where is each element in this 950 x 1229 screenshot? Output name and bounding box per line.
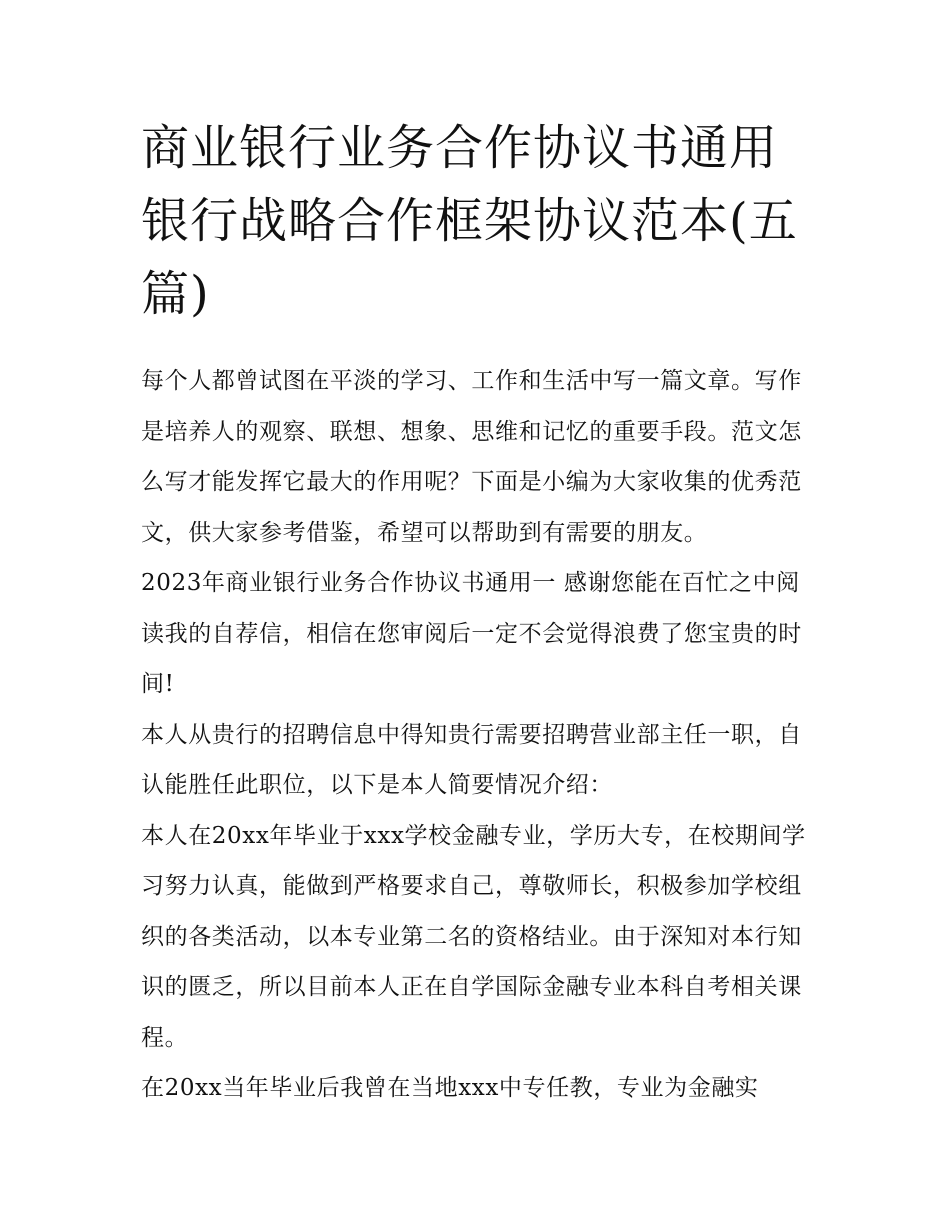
paragraph-education: 本人在20xx年毕业于xxx学校金融专业，学历大专，在校期间学习努力认真，能做到严格要求自己，尊敬师长，积极参加学校组织的各类活动，以本专业第二名的资格结业。由于深知对本行知识的匮乏，所以目前本人正在自学国际金融专业本科自考相关课程。 <box>141 822 806 1051</box>
paragraph-intro: 每个人都曾试图在平淡的学习、工作和生活中写一篇文章。写作是培养人的观察、联想、想象、思维和记忆的重要手段。范文怎么写才能发挥它最大的作用呢？下面是小编为大家收集的优秀范文，供大家参考借鉴，希望可以帮助到有需要的朋友。 <box>141 368 802 546</box>
document-title: 商业银行业务合作协议书通用银行战略合作框架协议范本(五篇) <box>141 120 798 322</box>
paragraph-position: 本人从贵行的招聘信息中得知贵行需要招聘营业部主任一职，自认能胜任此职位，以下是本人简要情况介绍： <box>141 721 802 798</box>
paragraph-self-recommendation: 2023年商业银行业务合作协议书通用一 感谢您能在百忙之中阅读我的自荐信，相信在您审阅后一定不会觉得浪费了您宝贵的时间! <box>141 570 802 697</box>
document-body <box>141 356 816 1114</box>
paragraph-experience: 在20xx当年毕业后我曾在当地xxx中专任教，专业为金融实 <box>141 1075 759 1101</box>
